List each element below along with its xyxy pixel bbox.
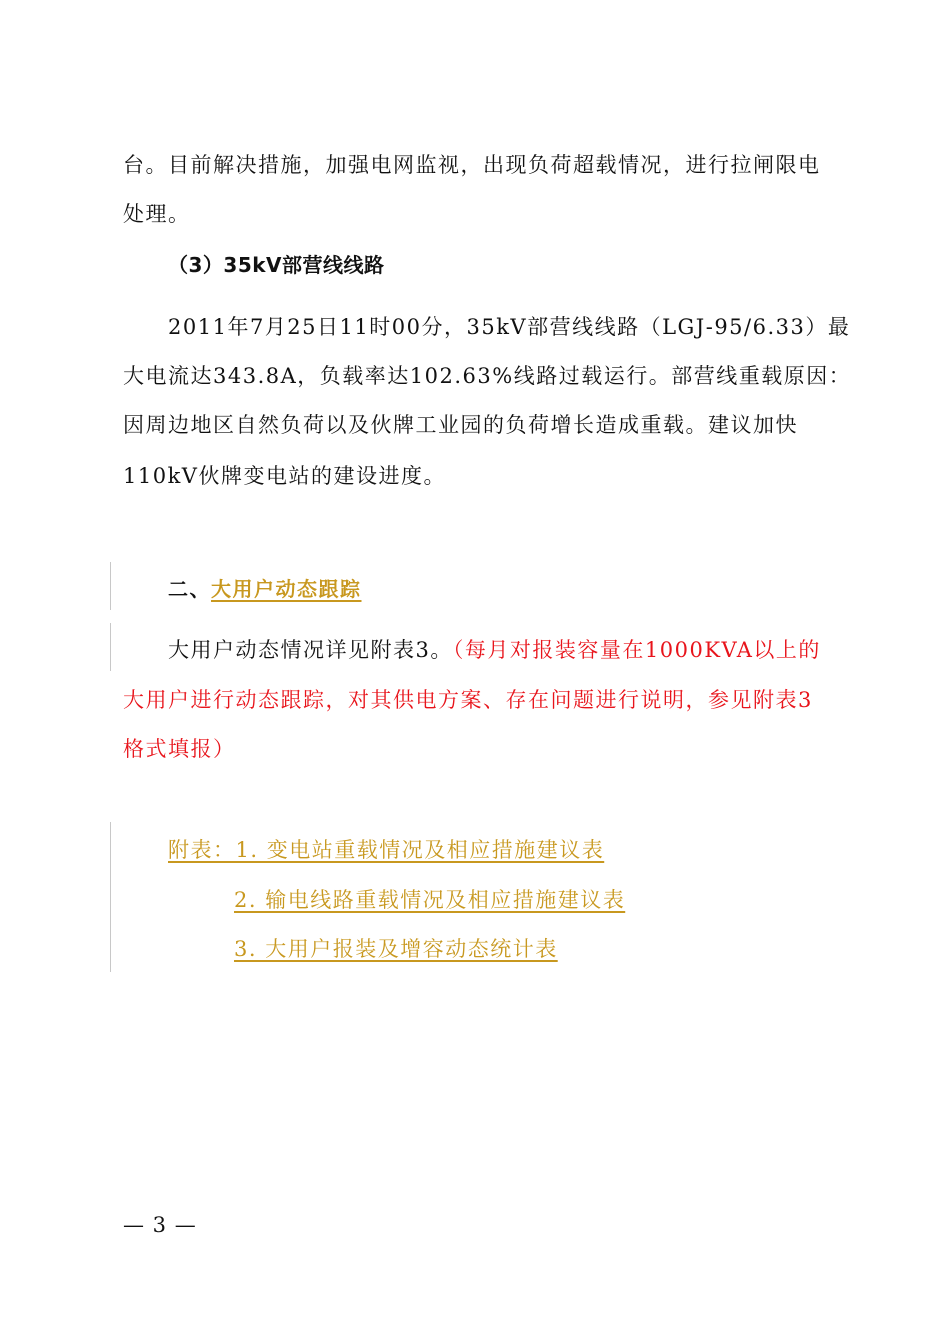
paragraph2-line2: 大电流达343.8A，负载率达102.63%线路过载运行。部营线重载原因： [123,364,852,388]
appendix-link-3[interactable]: 3. 大用户报装及增容动态统计表 [234,937,558,961]
section3-heading: （3）35kV部营线线路 [168,253,385,277]
revision-bar [110,822,111,972]
revision-bar [110,623,111,671]
paragraph3-note: （每月对报装容量在1000KVA以上的 [452,638,821,662]
paragraph1-line1: 台。目前解决措施，加强电网监视，出现负荷超载情况，进行拉闸限电 [123,153,821,177]
section2-title-link[interactable]: 大用户动态跟踪 [211,577,362,601]
appendix-link-2[interactable]: 2. 输电线路重载情况及相应措施建议表 [234,888,626,912]
appendix-item-2[interactable] [234,886,625,914]
section2-heading [168,575,362,603]
page-number: — 3 — [123,1213,197,1237]
paragraph2-line3: 因周边地区自然负荷以及伙牌工业园的负荷增长造成重载。建议加快 [123,413,798,437]
paragraph3-line1 [168,636,821,664]
paragraph3-line2: 大用户进行动态跟踪，对其供电方案、存在问题进行说明，参见附表3 [123,688,813,712]
appendix-item-3[interactable] [234,935,558,963]
revision-bar [110,562,111,610]
appendix-link-1[interactable]: 附表：1. 变电站重载情况及相应措施建议表 [168,838,605,862]
paragraph1-line2: 处理。 [123,202,191,226]
section2-prefix: 二、 [168,577,211,601]
paragraph3-text: 大用户动态情况详见附表3。 [168,638,453,662]
appendix-item-1[interactable] [168,836,604,864]
paragraph2-line1: 2011年7月25日11时00分，35kV部营线线路（LGJ-95/6.33）最 [168,315,851,339]
paragraph3-line3: 格式填报） [123,737,236,761]
paragraph2-line4: 110kV伙牌变电站的建设进度。 [123,464,446,488]
